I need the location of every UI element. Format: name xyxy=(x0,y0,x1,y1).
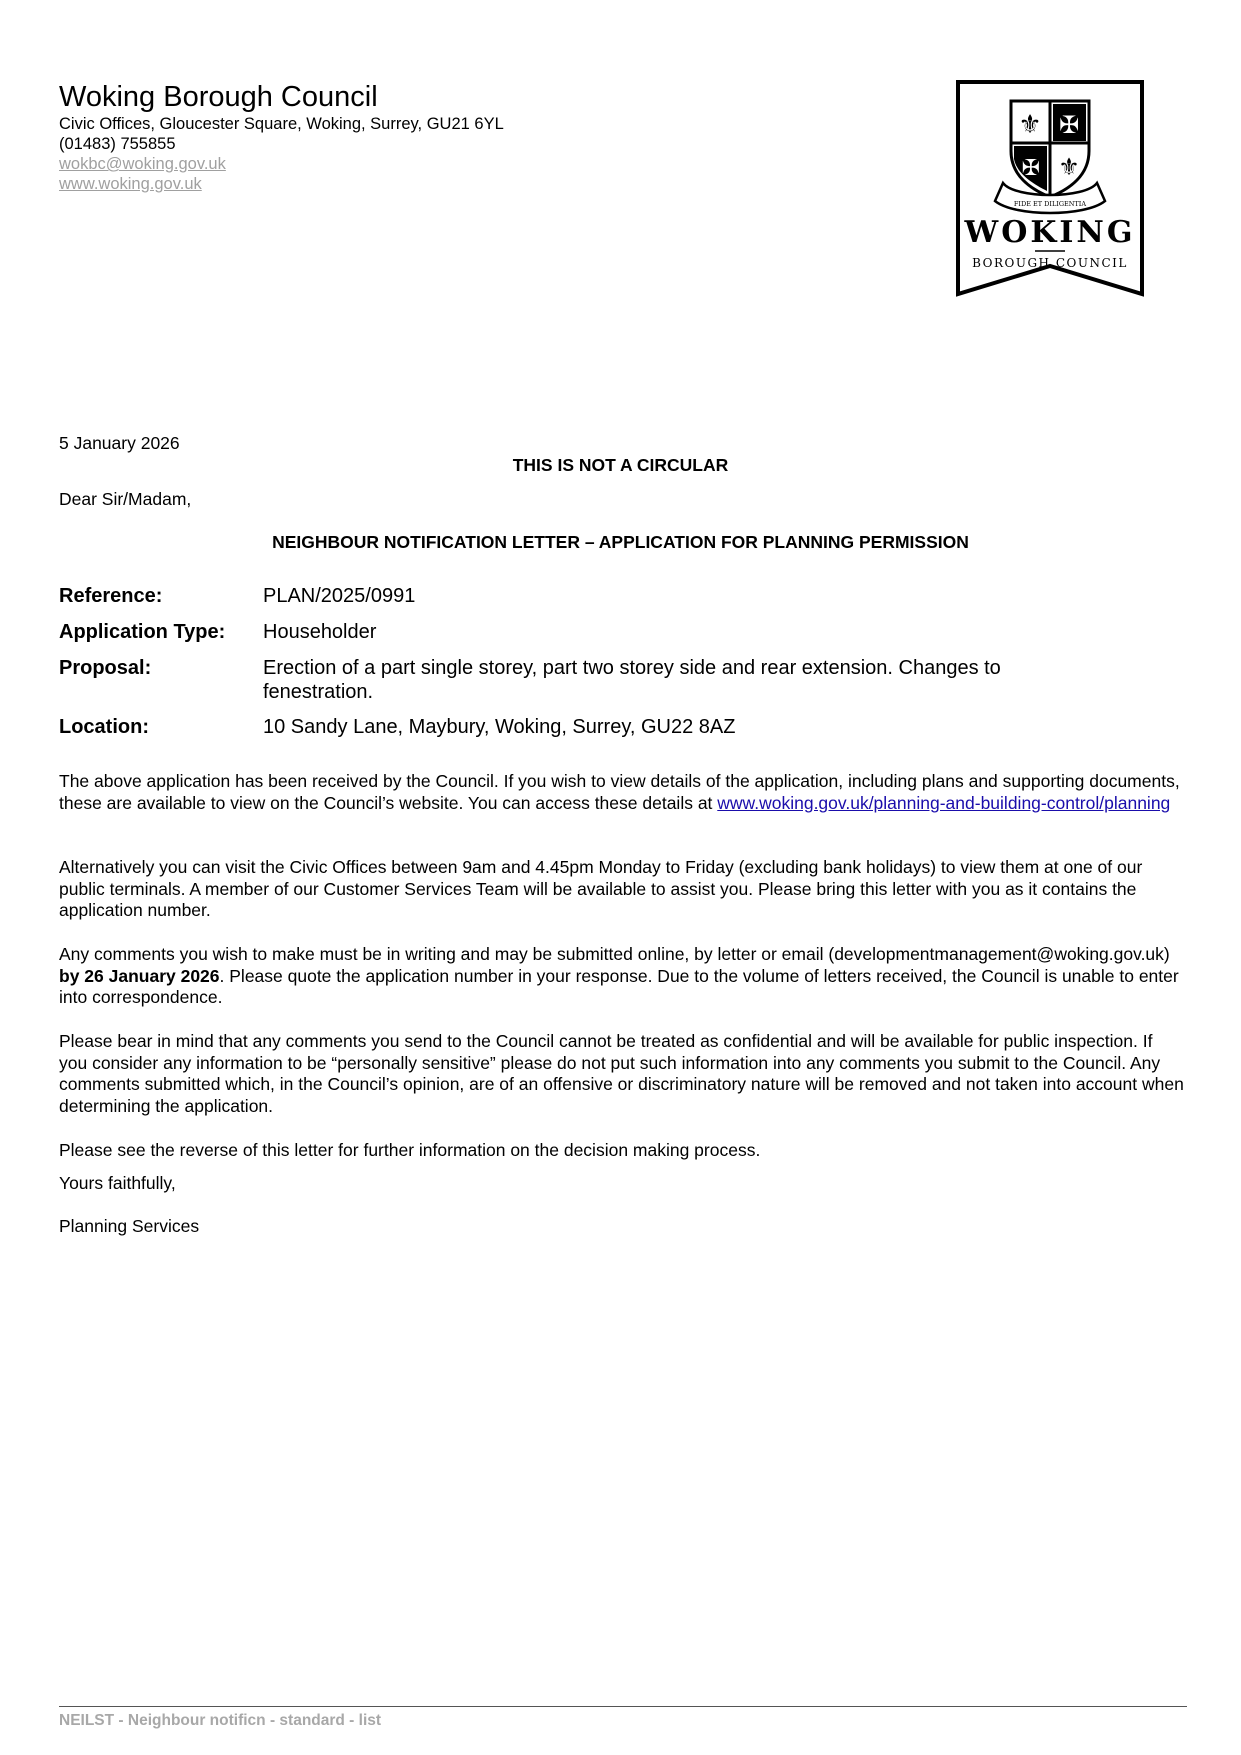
planning-website-link[interactable]: www.woking.gov.uk/planning-and-building-control/planning xyxy=(717,792,1171,813)
application-type-label: Application Type: xyxy=(59,621,226,643)
comments-text-after: . Please quote the application number in your response. Due to the volume of letters received, the Council is unable to enter into correspondence. xyxy=(59,965,1179,1008)
paragraph-confidentiality: Please bear in mind that any comments you send to the Council cannot be treated as confidential and will be available for public inspection. If you consider any information to be “personally sensitive” please do not put such information into any comments you submit to the Council. Any comments submitted which, in the Council’s opinion, are of an offensive or discriminatory nature will be removed and not taken into account when determining the application. xyxy=(59,1031,1184,1116)
proposal-label: Proposal: xyxy=(59,657,152,679)
reference-value: PLAN/2025/0991 xyxy=(263,585,416,607)
paragraph-civic-offices: Alternatively you can visit the Civic Offices between 9am and 4.45pm Monday to Friday (excluding bank holidays) to view them at one of our public terminals. A member of our Customer Services Team will be available to assist you. Please bring this letter with you as it contains the application number. xyxy=(59,857,1143,921)
signature: Planning Services xyxy=(59,1216,200,1236)
council-address: Civic Offices, Gloucester Square, Woking, Surrey, GU21 6YL xyxy=(59,115,504,133)
comments-deadline: by 26 January 2026 xyxy=(59,965,220,986)
paragraph-comments xyxy=(59,944,1184,1009)
letter-date: 5 January 2026 xyxy=(59,433,180,453)
proposal-value: Erection of a part single storey, part two storey side and rear extension. Changes to fenestration. xyxy=(263,657,1001,703)
location-label: Location: xyxy=(59,716,149,738)
logo-subtitle: BOROUGH COUNCIL xyxy=(972,256,1128,270)
logo-motto: FIDE ET DILIGENTIA xyxy=(1013,200,1087,208)
council-name: Woking Borough Council xyxy=(59,81,378,113)
svg-text:✠: ✠ xyxy=(1058,111,1080,139)
council-email-link[interactable]: wokbc@woking.gov.uk xyxy=(59,155,226,173)
comments-text-before: Any comments you wish to make must be in writing and may be submitted online, by letter or email (developmentmanagement@woking.gov.uk) xyxy=(59,944,1170,964)
paragraph-website xyxy=(59,771,1184,814)
svg-text:⚜: ⚜ xyxy=(1058,153,1080,181)
salutation: Dear Sir/Madam, xyxy=(59,489,192,509)
council-website-link[interactable]: www.woking.gov.uk xyxy=(59,175,202,193)
svg-text:✠: ✠ xyxy=(1021,156,1041,181)
svg-text:⚜: ⚜ xyxy=(1018,110,1042,140)
paragraph-reverse-info: Please see the reverse of this letter for further information on the decision making process. xyxy=(59,1140,761,1160)
letter-heading: NEIGHBOUR NOTIFICATION LETTER – APPLICATION FOR PLANNING PERMISSION xyxy=(272,532,969,552)
council-phone: (01483) 755855 xyxy=(59,135,176,153)
not-circular-notice: THIS IS NOT A CIRCULAR xyxy=(512,455,729,475)
location-value: 10 Sandy Lane, Maybury, Woking, Surrey, GU22 8AZ xyxy=(263,716,736,738)
reference-label: Reference: xyxy=(59,585,163,607)
logo-wordmark: WOKING xyxy=(964,215,1136,250)
application-type-value: Householder xyxy=(263,621,377,643)
footer-code: NEILST - Neighbour notificn - standard - list xyxy=(59,1712,382,1729)
paragraph-website-text: The above application has been received by the Council. If you wish to view details of the application, including plans and supporting documents, these are available to view on the Council’s website. You can access these details at xyxy=(59,771,1180,813)
footer-divider xyxy=(59,1706,1187,1707)
closing: Yours faithfully, xyxy=(59,1173,176,1193)
council-logo xyxy=(955,79,1145,297)
